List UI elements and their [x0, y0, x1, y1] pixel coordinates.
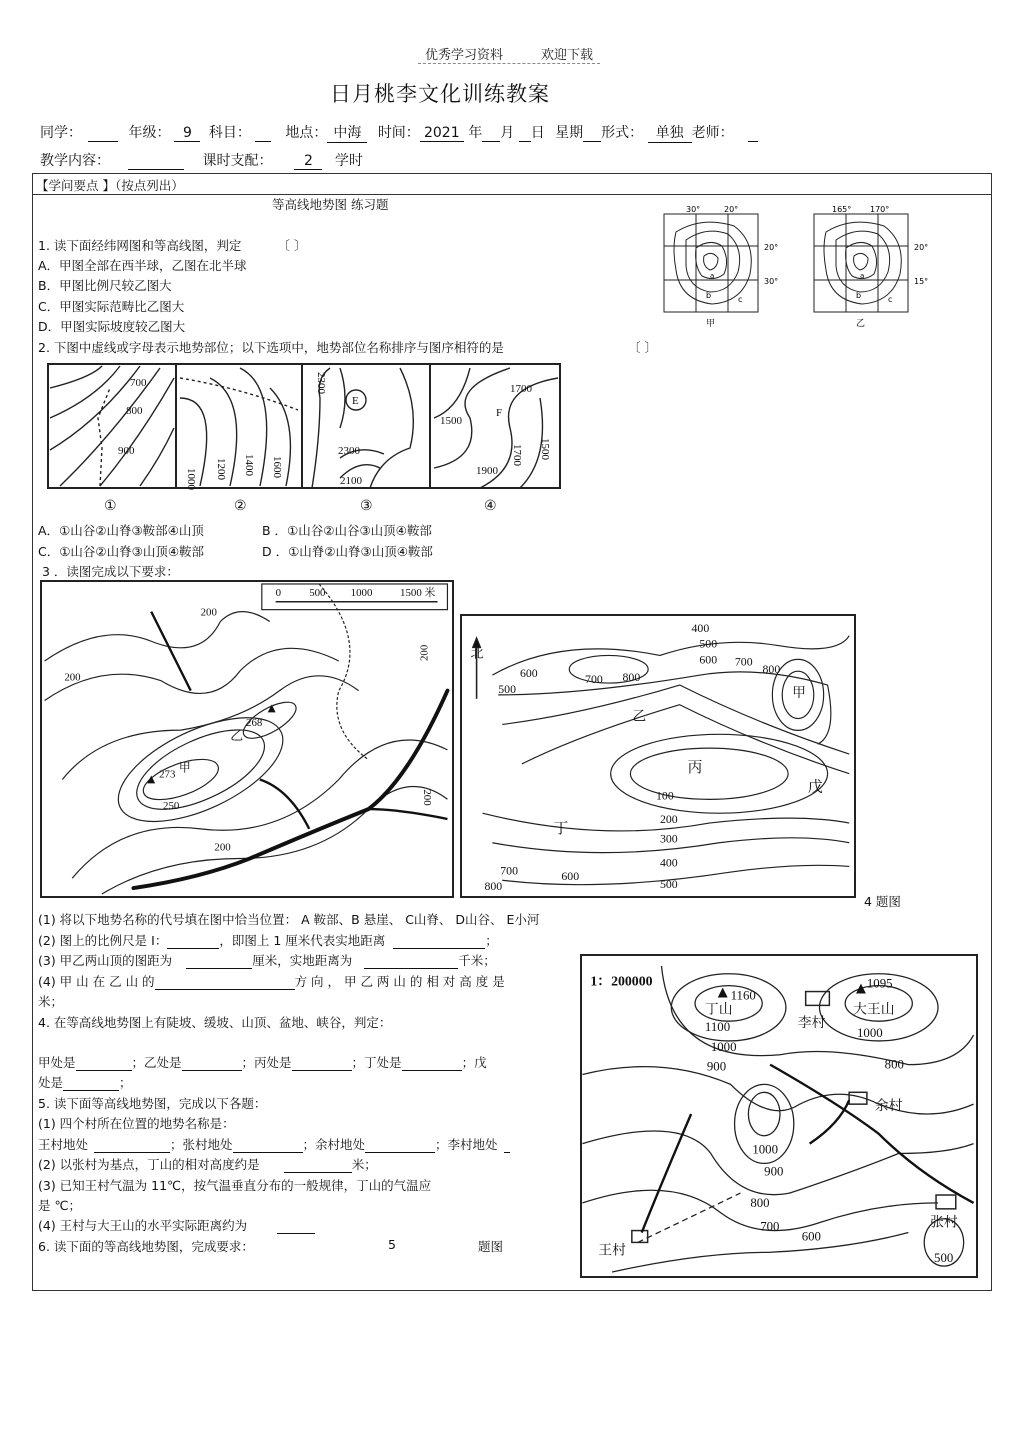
svg-text:1：200000: 1：200000: [590, 973, 653, 989]
svg-text:30°: 30°: [764, 277, 779, 286]
q3-left-map: [40, 580, 454, 898]
svg-text:1160: 1160: [730, 988, 756, 1003]
svg-text:丁山: 丁山: [704, 1001, 733, 1017]
svg-text:③: ③: [360, 499, 373, 514]
q1-option-a: A．甲图全部在西半球，乙图在北半球: [38, 258, 247, 273]
q3-item-4: (4) 甲 山 在 乙 山 的 方 向 ， 甲 乙 两 山 的 相 对 高 度 是: [38, 974, 505, 989]
q2-bracket: 〔 〕: [628, 340, 657, 355]
svg-text:a: a: [710, 272, 715, 280]
svg-text:北: 北: [470, 646, 484, 661]
content-box-divider: [32, 194, 992, 195]
svg-text:800: 800: [622, 670, 641, 685]
svg-text:大王山: 大王山: [853, 1001, 895, 1017]
svg-text:268: 268: [246, 717, 263, 730]
q2-option-b: B ．①山谷②山谷③山顶④鞍部: [262, 523, 432, 538]
svg-text:1000: 1000: [857, 1025, 883, 1040]
q5-item-3-tail: 是 ℃；: [38, 1198, 82, 1213]
svg-text:④: ④: [484, 499, 497, 514]
svg-text:1500: 1500: [440, 415, 462, 427]
svg-text:700: 700: [734, 654, 753, 669]
svg-text:1900: 1900: [476, 465, 498, 477]
q3-item-4-tail: 米；: [38, 994, 64, 1009]
svg-text:余村: 余村: [874, 1098, 903, 1114]
q1-option-b: B．甲图比例尺较乙图大: [38, 278, 172, 293]
svg-text:1600: 1600: [271, 456, 283, 478]
svg-text:600: 600: [561, 869, 580, 884]
svg-text:b: b: [856, 291, 862, 300]
svg-text:20°: 20°: [914, 243, 929, 252]
svg-text:900: 900: [706, 1059, 727, 1074]
q2-option-a: A．①山谷②山脊③鞍部④山顶: [38, 523, 204, 538]
q3-item-3: (3) 甲乙两山顶的图距为 厘米，实地距离为 千米；: [38, 953, 496, 968]
svg-text:300: 300: [659, 831, 678, 846]
svg-text:a: a: [860, 272, 865, 280]
svg-text:1000: 1000: [350, 586, 373, 599]
box-header: 【学问要点 】（按点列出）: [36, 178, 184, 193]
svg-text:F: F: [496, 407, 503, 419]
svg-text:15°: 15°: [914, 277, 929, 286]
svg-text:1000: 1000: [752, 1142, 778, 1157]
svg-text:700: 700: [760, 1219, 780, 1234]
svg-text:丁: 丁: [553, 820, 569, 837]
svg-text:甲: 甲: [792, 684, 806, 700]
svg-text:王村: 王村: [598, 1242, 626, 1258]
q2-stem: 2. 下图中虚线或字母表示地势部位；以下选项中，地势部位名称排序与图序相符的是: [38, 340, 504, 355]
svg-text:2300: 2300: [338, 445, 360, 457]
header-rule: [418, 63, 600, 64]
q4-stem: 4. 在等高线地势图上有陡坡、缓坡、山顶、盆地、峡谷，判定：: [38, 1015, 392, 1030]
svg-text:戊: 戊: [807, 779, 823, 796]
svg-text:20°: 20°: [764, 243, 779, 252]
q2-option-c: C．①山谷②山脊③山顶④鞍部: [38, 544, 205, 559]
svg-text:500: 500: [498, 681, 517, 696]
svg-text:200: 200: [420, 789, 433, 806]
svg-text:c: c: [888, 295, 893, 304]
page-title: 日月桃李文化训练教案: [330, 82, 550, 106]
svg-text:30°: 30°: [686, 205, 701, 214]
q6-stem: 6. 读下面的等高线地势图，完成要求：: [38, 1239, 254, 1254]
q1-figure-jia: [662, 204, 792, 332]
svg-text:400: 400: [659, 855, 678, 870]
svg-text:800: 800: [762, 662, 781, 677]
svg-text:乙: 乙: [230, 728, 244, 743]
q1-stem: 1. 读下面经纬网图和等高线图，判定 〔 〕: [38, 238, 307, 253]
section-title: 等高线地势图 练习题: [272, 197, 389, 212]
svg-text:800: 800: [884, 1057, 904, 1072]
svg-text:170°: 170°: [870, 205, 890, 214]
svg-text:1200: 1200: [215, 458, 227, 480]
svg-text:700: 700: [500, 863, 519, 878]
svg-text:乙: 乙: [856, 319, 866, 329]
svg-text:0: 0: [275, 586, 282, 599]
q4-blanks: 甲处是 ；乙处是 ；丙处是 ；丁处是 ；戊: [38, 1055, 487, 1070]
info-row-1: 同学： 年级： 9 科目： 地点： 中海 时间： 2021 年 月 日 星期 形式： 单独 老师：: [40, 122, 758, 143]
svg-text:500: 500: [699, 636, 718, 651]
q5-item-1: (1) 四个村所在位置的地势名称是：: [38, 1116, 235, 1131]
q3-stem: 3 ．读图完成以下要求：: [42, 564, 179, 579]
header-right: 欢迎下载: [541, 48, 594, 63]
q6-note-text: 题图: [478, 1239, 504, 1254]
q3-right-map: [460, 614, 856, 898]
q5-item-4: (4) 王村与大王山的水平实际距离约为: [38, 1216, 315, 1234]
q5-item-1-blanks: 王村地处 ；张村地处 ；余村地处 ；李村地处: [38, 1135, 510, 1153]
svg-text:丙: 丙: [687, 759, 703, 776]
svg-text:250: 250: [163, 800, 180, 813]
svg-text:c: c: [738, 295, 743, 304]
svg-text:1700: 1700: [510, 383, 532, 395]
svg-text:1400: 1400: [243, 454, 255, 476]
svg-text:1000: 1000: [185, 468, 197, 490]
svg-text:800: 800: [126, 405, 143, 417]
svg-text:甲: 甲: [706, 319, 716, 329]
svg-text:900: 900: [764, 1164, 784, 1179]
svg-text:乙: 乙: [632, 708, 647, 724]
svg-text:1095: 1095: [866, 976, 893, 991]
q1-option-c: C．甲图实际范畴比乙图大: [38, 299, 185, 314]
svg-text:1100: 1100: [704, 1020, 731, 1035]
svg-text:1500 米: 1500 米: [400, 586, 436, 599]
svg-text:200: 200: [200, 606, 217, 619]
svg-text:600: 600: [519, 666, 538, 681]
q2-option-d: D ．①山脊②山脊③山顶④鞍部: [262, 544, 433, 559]
svg-text:700: 700: [130, 377, 147, 389]
svg-text:900: 900: [118, 445, 135, 457]
svg-text:1000: 1000: [710, 1039, 737, 1054]
q5-stem: 5. 读下面等高线地势图，完成以下各题：: [38, 1096, 267, 1111]
svg-text:20°: 20°: [724, 205, 739, 214]
q5-item-3: (3) 已知王村气温为 11℃，按气温垂直分布的一般规律，丁山的气温应: [38, 1178, 432, 1193]
q5-map: [580, 954, 978, 1278]
svg-text:1500: 1500: [539, 438, 551, 460]
q2-figure: [40, 358, 564, 518]
q3-item-2: (2) 图上的比例尺是 I： ，即图上 1 厘米代表实地距离 ；: [38, 933, 498, 948]
svg-text:①: ①: [104, 499, 117, 514]
svg-text:500: 500: [659, 877, 678, 892]
svg-text:甲: 甲: [178, 760, 191, 775]
svg-text:600: 600: [801, 1229, 821, 1244]
svg-text:400: 400: [691, 620, 710, 635]
header-left: 优秀学习资料: [425, 48, 504, 63]
svg-text:165°: 165°: [832, 205, 852, 214]
svg-text:200: 200: [214, 841, 231, 854]
svg-text:800: 800: [750, 1195, 770, 1210]
svg-text:600: 600: [699, 652, 718, 667]
svg-text:②: ②: [234, 499, 247, 514]
svg-text:2100: 2100: [340, 475, 362, 487]
svg-text:273: 273: [159, 768, 176, 781]
svg-text:200: 200: [659, 812, 678, 827]
q1-option-d: D．甲图实际坡度较乙图大: [38, 319, 186, 334]
svg-text:700: 700: [585, 672, 603, 687]
svg-text:李村: 李村: [797, 1015, 826, 1031]
svg-text:张村: 张村: [930, 1214, 958, 1230]
svg-text:200: 200: [418, 644, 431, 661]
svg-text:b: b: [706, 291, 712, 300]
q5-item-2: (2) 以张村为基点，丁山的相对高度约是 米；: [38, 1157, 377, 1172]
info-row-2: 教学内容： 课时支配： 2 学时: [40, 153, 363, 169]
svg-text:500: 500: [934, 1251, 954, 1266]
svg-text:100: 100: [656, 788, 674, 803]
svg-text:E: E: [352, 395, 359, 407]
svg-text:2300: 2300: [315, 372, 327, 394]
svg-text:200: 200: [64, 671, 81, 684]
q3-figure-note: 4 题图: [864, 894, 901, 909]
q6-note-number: 5: [388, 1237, 396, 1252]
svg-text:500: 500: [309, 586, 326, 599]
q1-figure-yi: [812, 204, 942, 332]
q4-blanks-2: 处是 ；: [38, 1075, 132, 1090]
svg-text:1700: 1700: [511, 444, 523, 466]
q3-item-1: (1) 将以下地势名称的代号填在图中恰当位置： A 鞍部、B 悬崖、 C山脊、 D山谷、 E小河: [38, 912, 540, 927]
svg-text:800: 800: [484, 879, 503, 894]
